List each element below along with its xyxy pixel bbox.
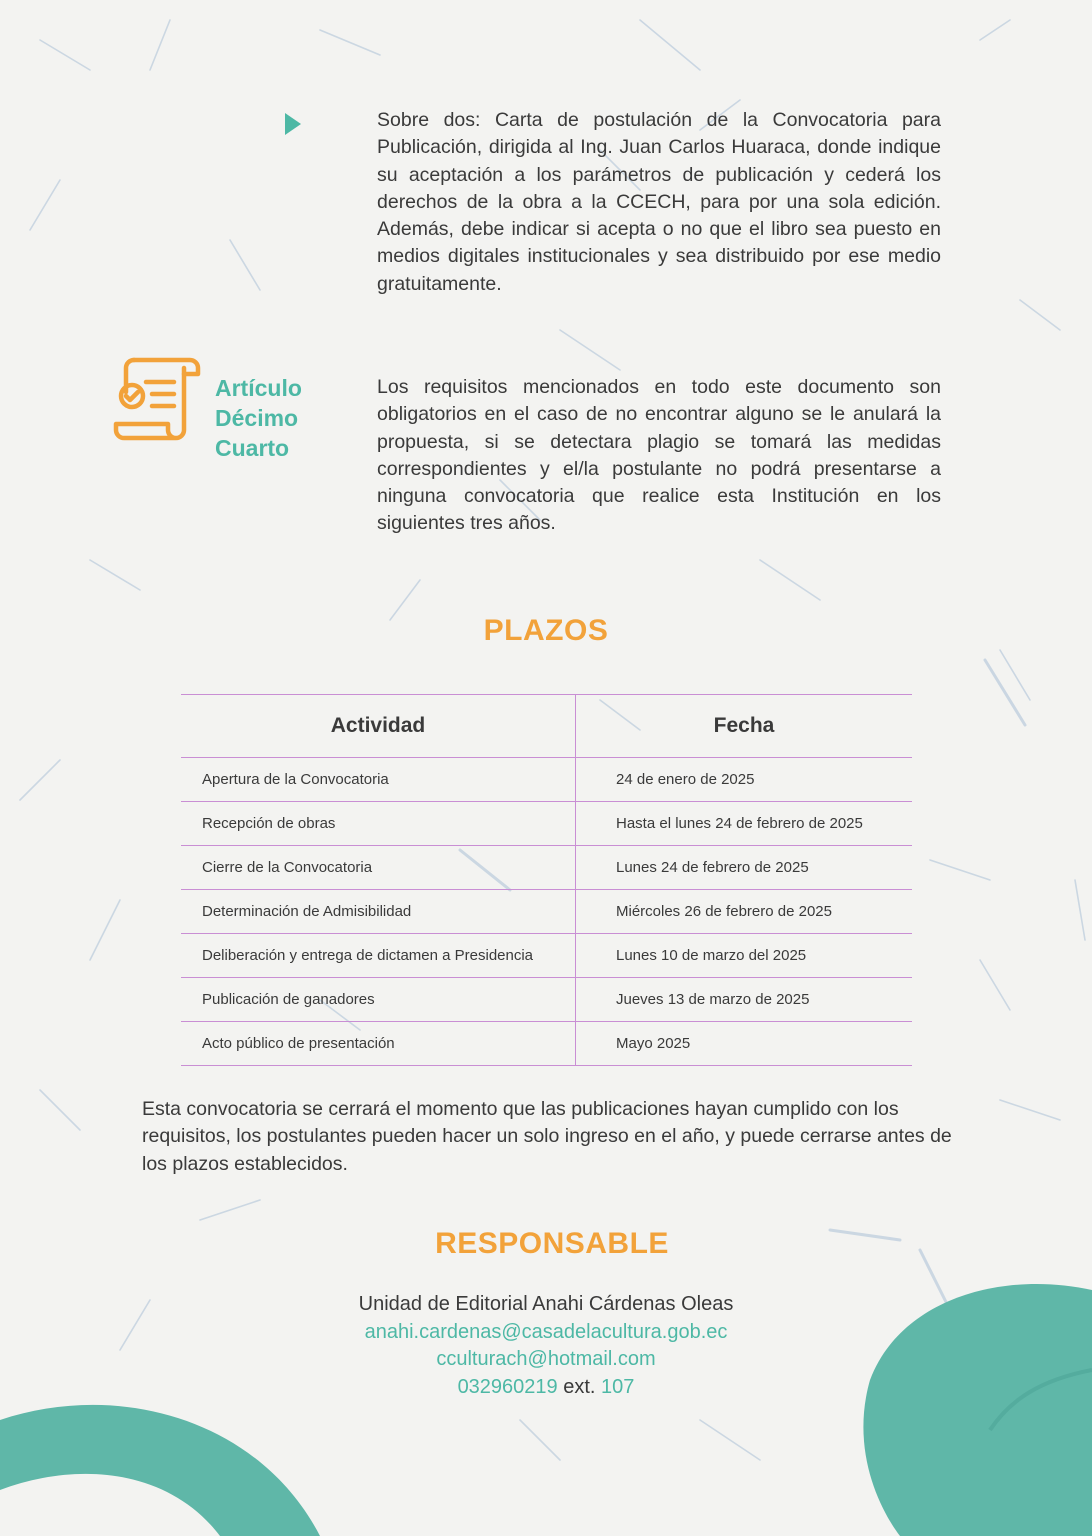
email-link-2[interactable]: cculturach@hotmail.com — [436, 1348, 656, 1370]
article-title — [215, 373, 345, 463]
paragraph-sobre-dos: Sobre dos: Carta de postulación de la Convocatoria para Publicación, dirigida al Ing. Juan Carlos Huaraca, donde indique su aceptación a los parámetros de publicación y cederá los derechos de la obra a la CCECH, para por una sola edición. Además, debe indicar si acepta o no que el libro sea puesto en medios digitales institucionales y sea distribuido por ese medio gratuitamente. — [377, 109, 941, 295]
article-title-line-3: Cuarto — [215, 435, 290, 461]
column-header-actividad: Actividad — [181, 695, 576, 758]
table-row — [181, 890, 912, 934]
table-row — [181, 802, 912, 846]
fecha-cell: Lunes 24 de febrero de 2025 — [576, 846, 913, 890]
contact-block — [0, 1291, 1092, 1401]
table-row — [181, 758, 912, 802]
actividad-cell: Cierre de la Convocatoria — [181, 846, 576, 890]
bullet-arrow-icon — [285, 113, 301, 135]
actividad-cell: Deliberación y entrega de dictamen a Presidencia — [181, 934, 576, 978]
actividad-cell: Apertura de la Convocatoria — [181, 758, 576, 802]
responsable-heading: RESPONSABLE — [435, 1227, 669, 1260]
document-scroll-check-icon — [112, 352, 202, 442]
fecha-cell: Lunes 10 de marzo del 2025 — [576, 934, 913, 978]
article-title-line-2: Décimo — [215, 405, 299, 431]
table-row — [181, 846, 912, 890]
plazos-heading: PLAZOS — [483, 614, 609, 647]
fecha-cell: Jueves 13 de marzo de 2025 — [576, 978, 913, 1022]
ext-number: 107 — [601, 1375, 635, 1398]
column-header-fecha: Fecha — [576, 695, 913, 758]
actividad-cell: Determinación de Admisibilidad — [181, 890, 576, 934]
table-row — [181, 978, 912, 1022]
table-row — [181, 934, 912, 978]
fecha-cell: Mayo 2025 — [576, 1022, 913, 1066]
fecha-cell: 24 de enero de 2025 — [576, 758, 913, 802]
actividad-cell: Acto público de presentación — [181, 1022, 576, 1066]
article-paragraph: Los requisitos mencionados en todo este documento son obligatorios en el caso de no encontrar alguno se le anulará la propuesta, si se detectara plagio se tomará las medidas correspondientes y el/la postulante no podrá presentarse a ninguna convocatoria que realice esta Institución en los siguientes tres años. — [377, 376, 941, 535]
fecha-cell: Hasta el lunes 24 de febrero de 2025 — [576, 802, 913, 846]
responsable-unit: Unidad de Editorial Anahi Cárdenas Oleas — [358, 1293, 734, 1315]
plazos-table — [181, 694, 912, 1066]
actividad-cell: Recepción de obras — [181, 802, 576, 846]
closing-note: Esta convocatoria se cerrará el momento que las publicaciones hayan cumplido con los requisitos, los postulantes pueden hacer un solo ingreso en el año, y puede cerrarse antes de los plazos establecidos. — [142, 1098, 952, 1175]
ext-label: ext. — [563, 1375, 596, 1398]
email-link-1[interactable]: anahi.cardenas@casadelacultura.gob.ec — [364, 1320, 728, 1343]
phone-line — [0, 1374, 1092, 1402]
table-row — [181, 1022, 912, 1066]
actividad-cell: Publicación de ganadores — [181, 978, 576, 1022]
phone-number[interactable]: 032960219 — [457, 1375, 558, 1398]
article-title-line-1: Artículo — [215, 375, 302, 401]
fecha-cell: Miércoles 26 de febrero de 2025 — [576, 890, 913, 934]
table-header-row — [181, 695, 912, 758]
